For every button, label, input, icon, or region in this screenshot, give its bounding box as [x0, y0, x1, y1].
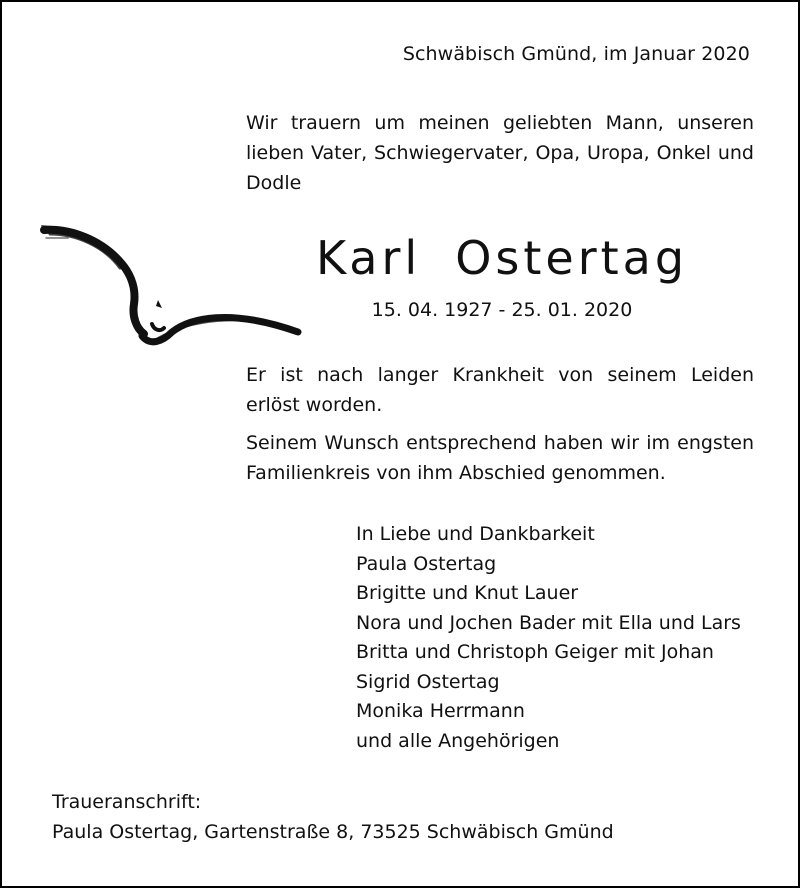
- intro-text: [246, 108, 754, 198]
- first-name: Karl: [315, 231, 422, 285]
- address-label: Traueranschrift:: [52, 791, 202, 813]
- paragraph-line: erlöst worden.: [246, 394, 383, 416]
- mourner-line: In Liebe und Dankbarkeit: [356, 523, 595, 545]
- mourner-line: Sigrid Ostertag: [356, 670, 500, 693]
- paragraph-line: Er ist nach langer Krankheit von seinem Leiden: [246, 364, 754, 386]
- address-text: Paula Ostertag, Gartenstraße 8, 73525 Schwäbisch Gmünd: [52, 820, 614, 843]
- deceased-name: [302, 226, 702, 290]
- bird-brushstroke-icon: [40, 220, 302, 350]
- intro-line: Dodle: [246, 172, 302, 194]
- mourner-line: und alle Angehörigen: [356, 729, 560, 752]
- mourners-list: [356, 520, 776, 756]
- paragraph-illness: [246, 360, 754, 420]
- last-name: Ostertag: [455, 231, 689, 285]
- mourner-line: Nora und Jochen Bader mit Ella und Lars: [356, 611, 741, 634]
- mourning-address: [52, 788, 752, 847]
- mourner-line: Monika Herrmann: [356, 700, 525, 722]
- paragraph-farewell: [246, 428, 754, 488]
- intro-line: lieben Vater, Schwiegervater, Opa, Uropa, Onkel und: [246, 142, 754, 164]
- mourner-line: Britta und Christoph Geiger mit Johan: [356, 641, 714, 663]
- mourner-line: Paula Ostertag: [356, 552, 497, 575]
- paragraph-line: Familienkreis von ihm Abschied genommen.: [246, 462, 666, 484]
- paragraph-line: Seinem Wunsch entsprechend haben wir im engsten: [246, 432, 754, 454]
- intro-line: Wir trauern um meinen geliebten Mann, unseren: [246, 112, 754, 134]
- place-date: Schwäbisch Gmünd, im Januar 2020: [402, 43, 750, 65]
- life-dates: 15. 04. 1927 - 25. 01. 2020: [371, 299, 633, 321]
- mourner-line: Brigitte und Knut Lauer: [356, 582, 579, 604]
